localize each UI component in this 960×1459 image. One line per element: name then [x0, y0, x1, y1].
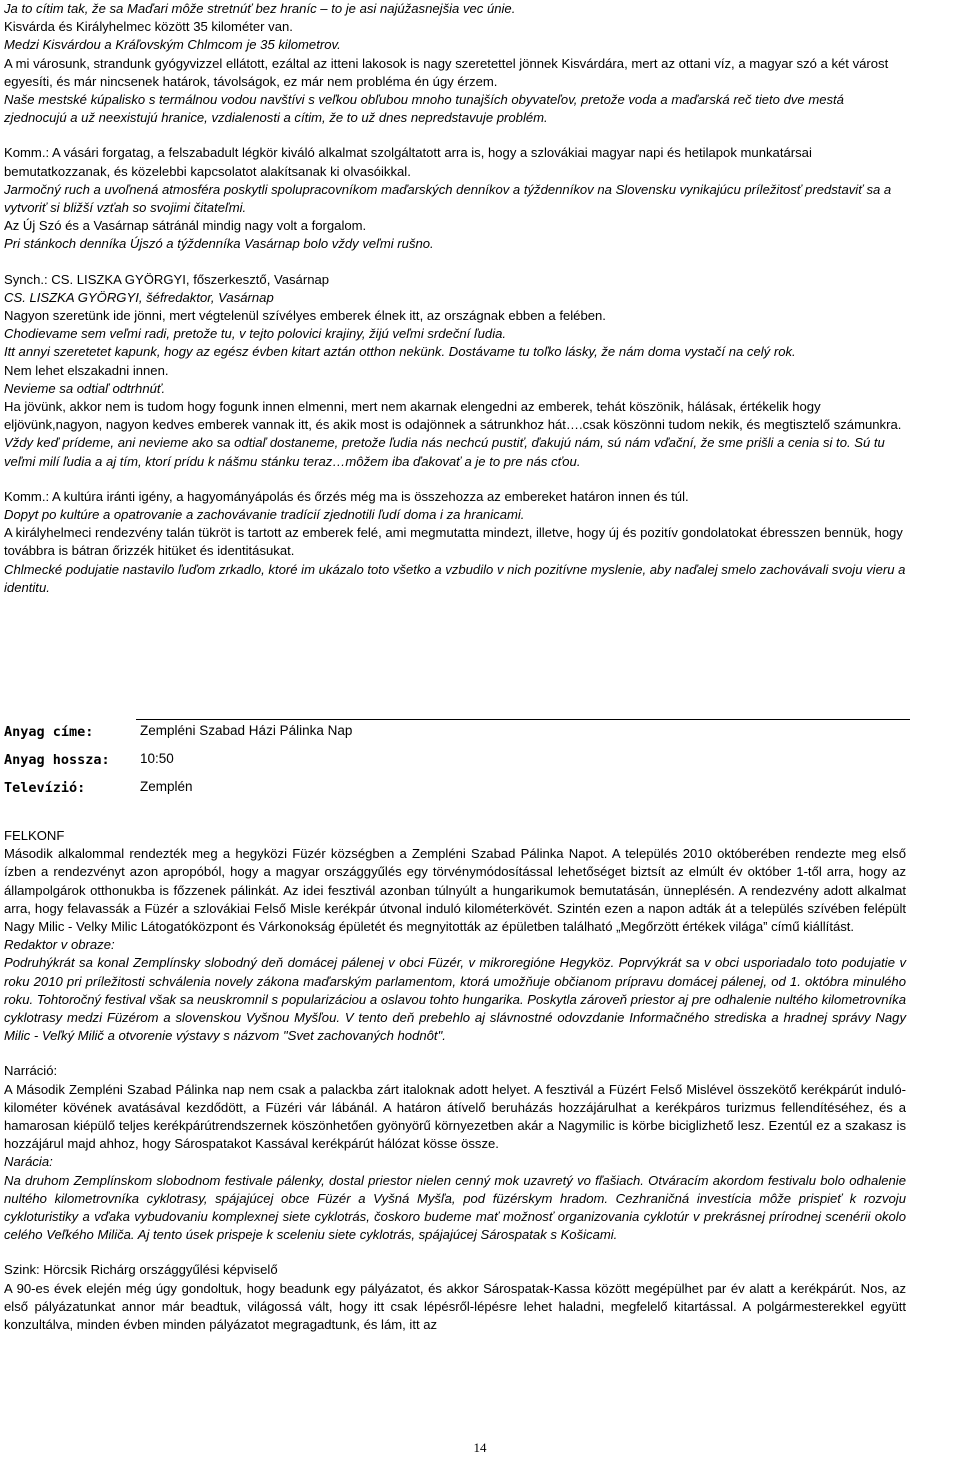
paragraph: A Második Zempléni Szabad Pálinka nap nem csak a palackba zárt italoknak adott helyet. A fesztivál a Füzért Felső Mislével összekötő kerékpárút induló-kilométer kövének avatásával kezdődött, a Füzéri vár lábánál. A határon átívelő beruházás hozzájárulhat a kerékpáros turizmus fellendítéséhez, és a hamarosan kiépülő teljes kerékpárútrendszernek köszönhetően gyönyörű környezetben akár a Nagymilic is körbe biciglizhető lesz. Ezentúl ez a szakasz is hozzájárul majd ahhoz, hogy Sárospatakot Kassával kerékpárút hálózat kösse össze. [4, 1081, 906, 1152]
paragraph: Medzi Kisvárdou a Kráľovským Chlmcom je 35 kilometrov. [4, 37, 341, 53]
lower-text-section [4, 827, 906, 1334]
television-row [4, 778, 910, 808]
paragraph: Pri stánkoch denníka Újszó a týždenníka Vasárnap bolo vždy veľmi rušno. [4, 236, 434, 252]
paragraph: A királyhelmeci rendezvény talán tükröt is tartott az emberek felé, ami megmutatta mindezt, illetve, hogy új és pozitív gondolatokat ébresszen bennük, hogy továbbra is bátran őrizzék hitüket és identitásukat. [4, 525, 903, 559]
paragraph: Ja to cítim tak, že sa Maďari môže stretnúť bez hraníc – to je asi najúžasnejšia vec únie. [4, 1, 516, 16]
paragraph: Nagyon szeretünk ide jönni, mert végtelenül szívélyes emberek élnek itt, az országnak ebben a felében. [4, 308, 606, 324]
paragraph: Podruhýkrát sa konal Zemplínsky slobodný deň domácej pálenej v obci Füzér, v mikroregióne Hegyköz. Poprvýkrát sa v obci usporiadalo toto podujatie v roku 2010 pri príležitosti schválenia novely zákona maďarským parlamentom, ktorá umožňuje občianom prípravu domácej pálenej, od 1. októbra minulého roku. Tohtoročný festival však sa neuskromnil s popularizáciou a oslavou tohto hungarika. Poskytla zároveň priestor aj pre odhalenie nultého kilometrovníka cyklotrasy medzi Füzérom a slovenskou Vyšnou Myšľou. V tento deň prebehlo aj slávnostné odovzdanie Informačného strediska a hradnej správy Nagy Milic - Veľký Milič a otvorenie výstavy s názvom "Svet zachovaných hodnôt". [4, 955, 906, 1044]
television-value: Zemplén [140, 779, 193, 794]
material-title-label: Anyag címe: [4, 724, 94, 740]
paragraph: Szink: Hörcsik Richárg országgyűlési képviselő [4, 1262, 278, 1278]
paragraph: Nem lehet elszakadni innen. [4, 362, 169, 378]
paragraph: Itt annyi szeretetet kapunk, hogy az egész évben kitart aztán otthon nekünk. Dostávame tu toľko lásky, že nám doma vystačí na celý rok. [4, 344, 796, 360]
paragraph-spacer [4, 1244, 906, 1261]
television-label: Televízió: [4, 780, 86, 796]
material-length-label: Anyag hossza: [4, 752, 110, 768]
material-length-value: 10:50 [140, 751, 174, 766]
paragraph: FELKONF [4, 828, 65, 843]
paragraph: Chlmecké podujatie nastavilo ľuďom zrkadlo, ktoré im ukázalo toto všetko a vzbudilo v nich pozitívne myslenie, aby naďalej smelo zachovávali svoju vieru a identitu. [4, 561, 906, 595]
paragraph: Kisvárda és Királyhelmec között 35 kilométer van. [4, 19, 293, 35]
paragraph: Narráció: [4, 1063, 58, 1079]
paragraph: A mi városunk, strandunk gyógyvizzel ellátott, ezáltal az itteni lakosok is nagy szeretettel jönnek Kisvárdára, mert az ottani víz, a magyar szó a két várost egyesíti, és már nincsenek határok, távolságok, ez már nem probléma én úgy érzem. [4, 55, 889, 89]
paragraph: Naše mestské kúpalisko s termálnou vodou navštívi s veľkou obľubou mnoho tunajších obyvateľov, pretože voda a maďarská reč tieto dve mestá zjednocujú a už neexistujú hranice, vzdialenosti a cítim, že to už dnes nepredstavuje problém. [4, 92, 844, 126]
paragraph: Ha jövünk, akkor nem is tudom hogy fogunk innen elmenni, mert nem akarnak elengedni az emberek, tehát köszönik, hálásak, értékelik hogy eljövünk,nagyon, nagyon kedves emberek vannak itt, és akik most is odajönnek a sátrunkhoz hát….csak köszönni tudom nekik, és megtisztelő számunkra. [4, 399, 902, 433]
paragraph: A 90-es évek elején még úgy gondoltuk, hogy beadunk egy pályázatot, és akkor Sárospatak-Kassa között megépülhet par év alatt a kerékpárút. Nos, az első pályázatunkat annor már beadtuk, világossá vált, hogy itt csak lépésről-lépésre lehet haladni, megfelelő kitartással. A polgármesterekkel együtt konzultálva, minden évben minden pályázatot megragadtunk, és lám, itt az [4, 1280, 906, 1333]
paragraph: Nevieme sa odtiaľ odtrhnúť. [4, 380, 166, 396]
paragraph: Komm.: A kultúra iránti igény, a hagyományápolás és őrzés még ma is összehozza az embereket határon innen és túl. [4, 488, 689, 504]
paragraph: Na druhom Zemplínskom slobodnom festivale pálenky, dostal priestor nielen cenný mok uzavretý vo fľašiach. Otváracím akordom festivalu bolo odhalenie nultého kilometrovníka cyklotrasy, spájajúcej obce Füzér a Vyšná Myšľa, pod füzérskym hradom. Cezhraničná investícia môže prispieť k rozvoju cykloturistiky a vďaka vybudovaniu komplexnej siete cyklotrás, čoskoro budeme mať možnosť organizovania cyklotúr v prekrásnej prírodnej scenérii okolo celého Veľkého Miliča. Aj tento úsek prispeje k sceleniu siete cyklotrás, spájajúcej Sárospatak s Košicami. [4, 1172, 906, 1243]
paragraph-spacer [4, 1045, 906, 1062]
material-info-block [4, 718, 910, 808]
title-underline [136, 719, 910, 720]
paragraph: Második alkalommal rendezték meg a hegyközi Füzér községben a Zempléni Szabad Pálinka Napot. A település 2010 októberében rendezte meg első ízben a rendezvényt azon apropóból, hogy a magyar országgyűlés egy törvénymódosítással lehetőséget biztsít az elmúlt év október 1-től arra, hogy az állampolgárok otthonukba is főzzenek pálinkát. Az idei fesztivál azonban túlnyúlt a hungarikumok bemutatásán, ünneplésén. A rendezvény adott alkalmat arra, hogy felavassák a Füzér a szlovákiai Felső Misle kerékpár útvonal induló kilométerkövét. Szintén ezen a napon adták át a település szívében felépült Nagy Milic - Velky Milic Látogatóközpont és Várkonokság épületét és megnyitották az épületben található „Megőrzött értékek világa” című kiállítást. [4, 846, 906, 935]
paragraph-spacer [4, 471, 910, 488]
upper-text-section [4, 0, 910, 597]
paragraph-spacer [4, 127, 910, 144]
paragraph: CS. LISZKA GYÖRGYI, šéfredaktor, Vasárnap [4, 289, 274, 305]
paragraph: Vždy keď prídeme, ani nevieme ako sa odtiaľ dostaneme, pretože ľudia nás nechcú pustiť, ďakujú nám, sú nám vďační, že sme prišli a cenia si to. Sú tu veľmi milí ľudia a aj tím, ktorí prídu k nášmu stánku teraz…môžem iba ďakovať a je to pre nás cťou. [4, 435, 885, 469]
paragraph: Chodievame sem veľmi radi, pretože tu, v tejto polovici krajiny, žijú veľmi srdeční ľudia. [4, 326, 507, 342]
paragraph: Narácia: [4, 1154, 53, 1170]
paragraph: Synch.: CS. LISZKA GYÖRGYI, főszerkesztő, Vasárnap [4, 271, 330, 287]
paragraph: Komm.: A vásári forgatag, a felszabadult légkör kiváló alkalmat szolgáltatott arra is, hogy a szlovákiai magyar napi és hetilapok munkatársai bemutatkozzanak, és közelebbi kapcsolatot alakítsanak ki olvasóikkal. [4, 145, 812, 179]
material-title-row [4, 718, 910, 748]
material-length-row [4, 748, 910, 778]
paragraph: Jarmočný ruch a uvoľnená atmosféra poskytli spolupracovníkom maďarských denníkov a týždenníkov na Slovensku vynikajúcu príležitosť predstaviť sa a vytvoriť si bližší vzťah so svojimi čitateľmi. [4, 181, 892, 216]
paragraph-spacer [4, 254, 910, 271]
paragraph: Az Új Szó és a Vasárnap sátránál mindig nagy volt a forgalom. [4, 218, 367, 234]
paragraph: Dopyt po kultúre a opatrovanie a zachovávanie tradícií zjednotili ľudí doma i za hranicami. [4, 507, 525, 523]
page-number: 14 [473, 1440, 487, 1455]
material-title-value: Zempléni Szabad Házi Pálinka Nap [140, 723, 353, 738]
paragraph: Redaktor v obraze: [4, 937, 115, 953]
